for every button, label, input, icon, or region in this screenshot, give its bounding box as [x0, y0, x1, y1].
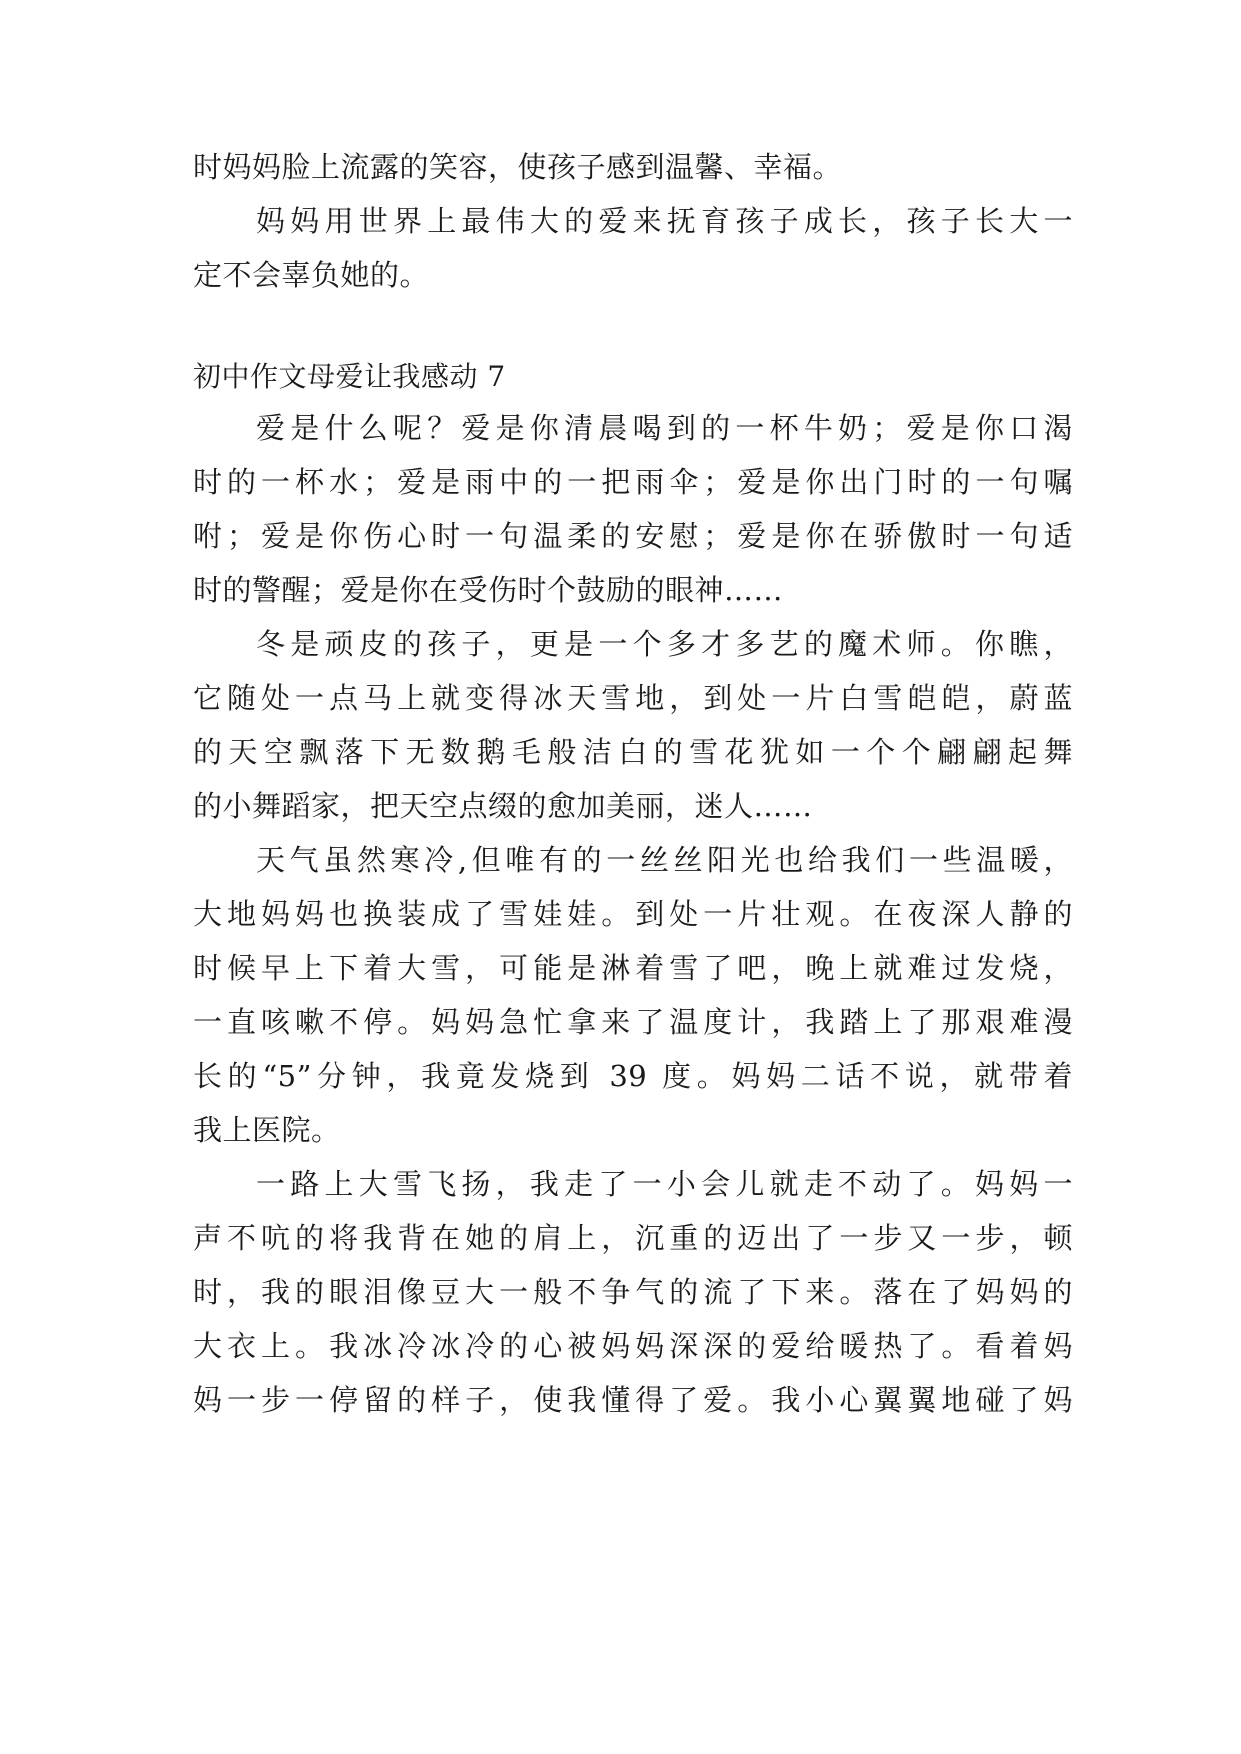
section-heading: 初中作文母爱让我感动 7: [193, 360, 506, 393]
paragraph-line: 时候早上下着大雪，可能是淋着雪了吧，晚上就难过发烧，: [193, 951, 1073, 985]
paragraph-line: 时妈妈脸上流露的笑容，使孩子感到温馨、幸福。: [193, 150, 843, 184]
paragraph-line: 时的警醒；爱是你在受伤时个鼓励的眼神……: [193, 573, 784, 607]
paragraph-line: 时，我的眼泪像豆大一般不争气的流了下来。落在了妈妈的: [193, 1275, 1073, 1309]
paragraph-line: 一直咳嗽不停。妈妈急忙拿来了温度计，我踏上了那艰难漫: [193, 1005, 1073, 1039]
paragraph-line: 我上医院。: [193, 1113, 341, 1147]
paragraph-line: 大衣上。我冰冷冰冷的心被妈妈深深的爱给暖热了。看着妈: [193, 1329, 1073, 1363]
paragraph-line: 天气虽然寒冷,但唯有的一丝丝阳光也给我们一些温暖，: [256, 843, 1073, 877]
paragraph-line: 定不会辜负她的。: [193, 258, 430, 292]
paragraph-line: 一路上大雪飞扬，我走了一小会儿就走不动了。妈妈一: [256, 1167, 1073, 1201]
paragraph-line: 长的“5”分钟，我竟发烧到 39 度。妈妈二话不说，就带着: [193, 1059, 1073, 1093]
paragraph-line: 咐；爱是你伤心时一句温柔的安慰；爱是你在骄傲时一句适: [193, 519, 1073, 553]
paragraph-line: 它随处一点马上就变得冰天雪地，到处一片白雪皑皑，蔚蓝: [193, 681, 1073, 715]
paragraph-line: 妈妈用世界上最伟大的爱来抚育孩子成长，孩子长大一: [256, 204, 1073, 238]
paragraph-line: 妈一步一停留的样子，使我懂得了爱。我小心翼翼地碰了妈: [193, 1383, 1073, 1417]
paragraph-line: 的天空飘落下无数鹅毛般洁白的雪花犹如一个个翩翩起舞: [193, 735, 1073, 769]
paragraph-line: 声不吭的将我背在她的肩上，沉重的迈出了一步又一步，顿: [193, 1221, 1073, 1255]
paragraph-line: 的小舞蹈家，把天空点缀的愈加美丽，迷人……: [193, 789, 813, 823]
paragraph-line: 大地妈妈也换装成了雪娃娃。到处一片壮观。在夜深人静的: [193, 897, 1073, 931]
paragraph-line: 冬是顽皮的孩子，更是一个多才多艺的魔术师。你瞧，: [256, 627, 1073, 661]
paragraph-line: 时的一杯水；爱是雨中的一把雨伞；爱是你出门时的一句嘱: [193, 465, 1073, 499]
paragraph-line: 爱是什么呢？爱是你清晨喝到的一杯牛奶；爱是你口渴: [256, 411, 1073, 445]
